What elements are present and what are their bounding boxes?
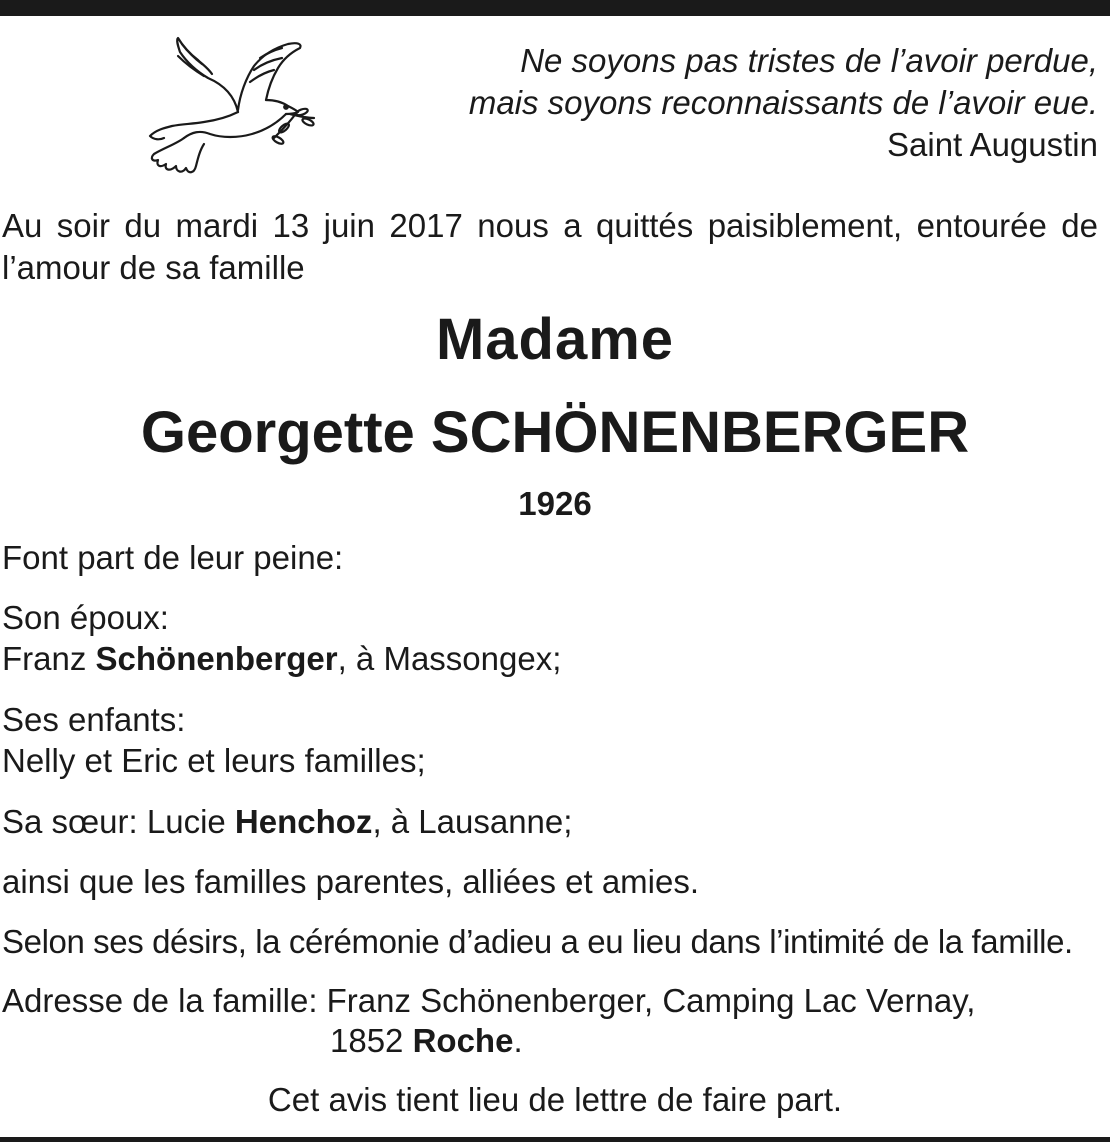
address-postcode: 1852 bbox=[330, 1022, 404, 1059]
announcement-line: Font part de leur peine: bbox=[2, 539, 344, 576]
address-city: Roche bbox=[412, 1022, 514, 1059]
epigraph-quote bbox=[469, 40, 1098, 166]
children-heading: Ses enfants: bbox=[2, 701, 186, 738]
spouse-location: , à Massongex; bbox=[337, 640, 562, 677]
deceased-name: Georgette SCHÖNENBERGER bbox=[140, 400, 970, 465]
ceremony-line: Selon ses désirs, la cérémonie d’adieu a eu lieu dans l’intimité de la famille. bbox=[2, 923, 1073, 960]
dove-with-olive-branch-icon bbox=[142, 34, 318, 180]
sister-last-name: Henchoz bbox=[234, 803, 373, 840]
address-line-2 bbox=[330, 1020, 523, 1062]
spouse-line bbox=[2, 638, 561, 680]
address-end: . bbox=[513, 1022, 523, 1059]
families-line: ainsi que les familles parentes, alliées et amies. bbox=[2, 863, 700, 900]
quote-line-1: Ne soyons pas tristes de l’avoir perdue, bbox=[520, 42, 1098, 79]
children-names: Nelly et Eric et leurs familles; bbox=[2, 742, 426, 779]
quote-author: Saint Augustin bbox=[887, 126, 1098, 163]
spouse-first-name: Franz bbox=[2, 640, 87, 677]
sister-line bbox=[2, 801, 572, 843]
bottom-border-rule bbox=[0, 1137, 1110, 1142]
sister-location: , à Lausanne; bbox=[372, 803, 573, 840]
intro-paragraph: Au soir du mardi 13 juin 2017 nous a quittés paisiblement, entourée de l’amour de sa famille bbox=[2, 207, 1098, 286]
quote-line-2: mais soyons reconnaissants de l’avoir eue. bbox=[468, 84, 1098, 121]
address-line-1: Adresse de la famille: Franz Schönenberger, Camping Lac Vernay, bbox=[2, 982, 976, 1019]
top-border-rule bbox=[0, 0, 1110, 16]
sister-prefix: Sa sœur: Lucie bbox=[2, 803, 226, 840]
spouse-last-name: Schönenberger bbox=[95, 640, 338, 677]
spouse-heading: Son époux: bbox=[2, 599, 169, 636]
closing-line: Cet avis tient lieu de lettre de faire part. bbox=[267, 1081, 843, 1118]
deceased-title: Madame bbox=[435, 307, 675, 372]
birth-year: 1926 bbox=[518, 485, 592, 522]
